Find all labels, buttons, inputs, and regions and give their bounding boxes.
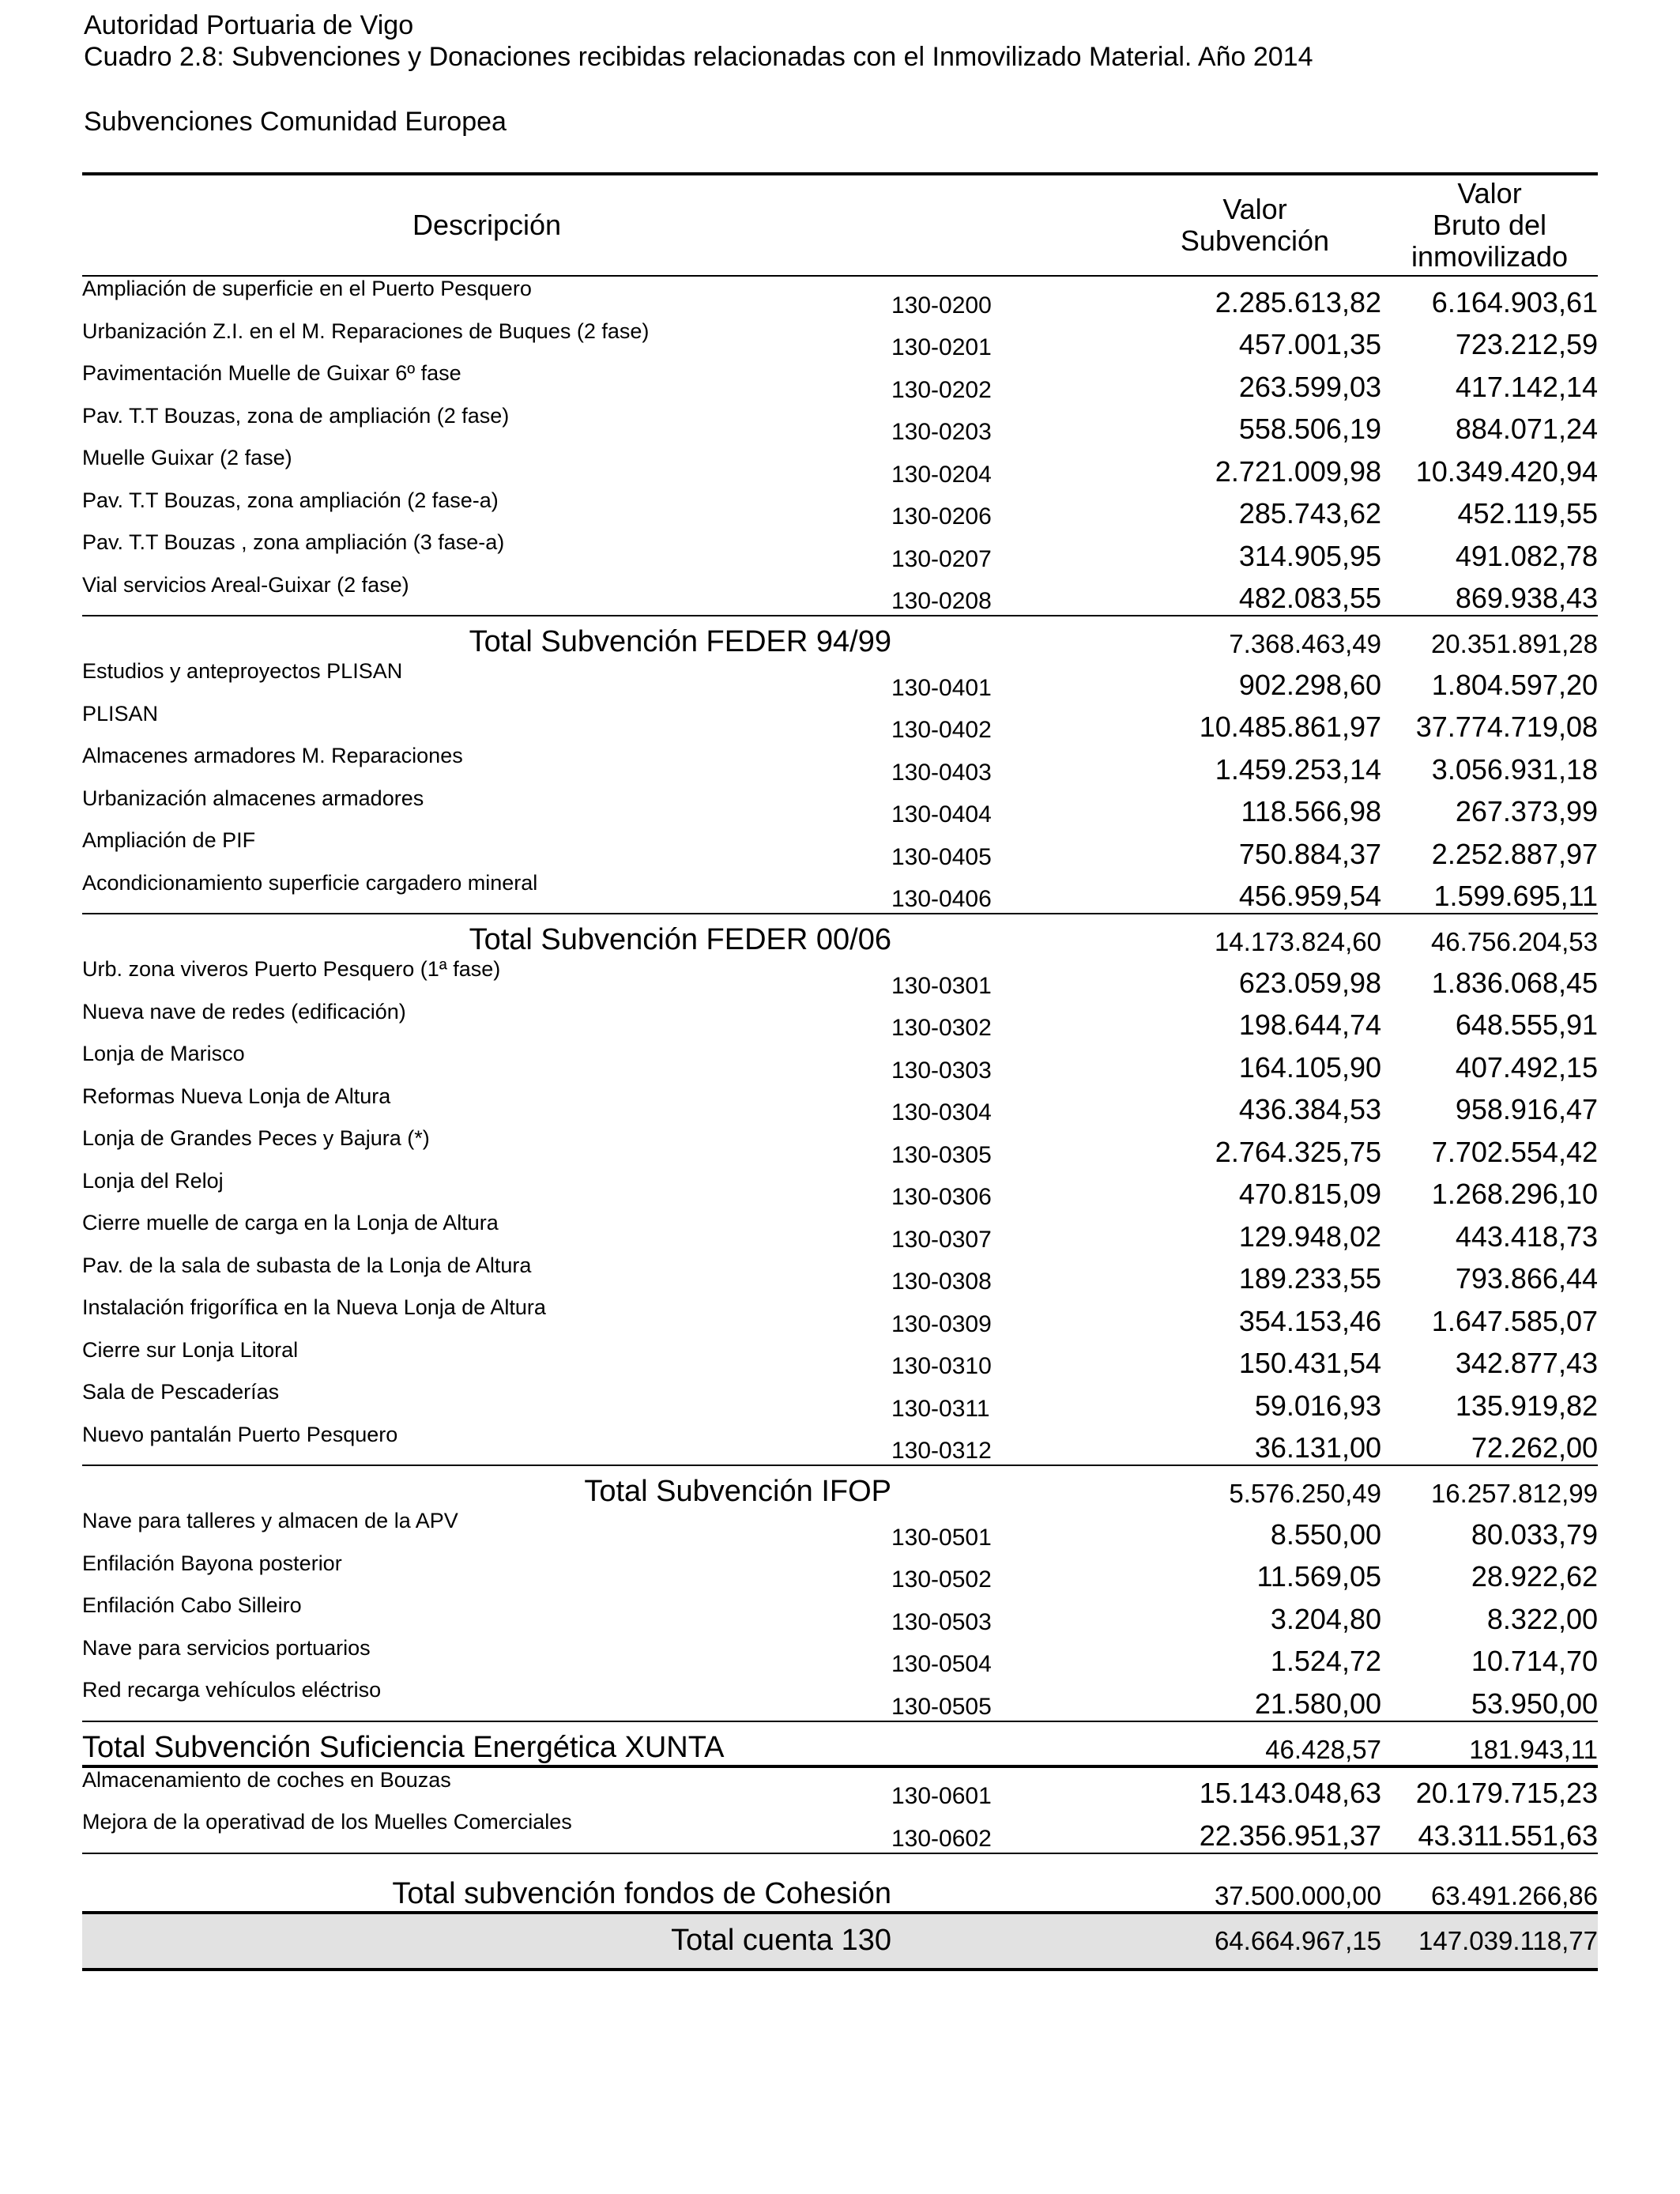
table-row bbox=[82, 1509, 1598, 1551]
row-valor-subvencion: 189.233,55 bbox=[1238, 1262, 1381, 1295]
row-description: Enfilación Cabo Silleiro bbox=[82, 1593, 302, 1617]
row-valor-subvencion: 1.524,72 bbox=[1270, 1645, 1381, 1677]
row-valor-subvencion: 1.459.253,14 bbox=[1215, 752, 1381, 786]
subsidies-table bbox=[82, 172, 1598, 1971]
subtotal-row bbox=[82, 1853, 1598, 1913]
subtotal-code-empty bbox=[891, 1853, 1128, 1913]
row-valor-bruto: 3.056.931,18 bbox=[1431, 752, 1598, 786]
row-valor-bruto: 452.119,55 bbox=[1457, 497, 1598, 530]
subtotal-valor-subvencion: 37.500.000,00 bbox=[1128, 1853, 1381, 1913]
subtotal-code-empty bbox=[891, 914, 1128, 957]
table-row bbox=[82, 1211, 1598, 1253]
row-account-code: 130-0406 bbox=[891, 871, 1128, 914]
subtotal-code-empty bbox=[891, 1465, 1128, 1509]
row-valor-subvencion: 2.285.613,82 bbox=[1215, 285, 1381, 319]
row-valor-subvencion: 558.506,19 bbox=[1238, 413, 1381, 445]
table-row bbox=[82, 530, 1598, 573]
subtotal-row bbox=[82, 1721, 1598, 1766]
row-description: Nueva nave de redes (edificación) bbox=[82, 999, 406, 1023]
subtotal-valor-subvencion: 5.576.250,49 bbox=[1229, 1479, 1381, 1508]
row-valor-subvencion: 457.001,35 bbox=[1238, 328, 1381, 360]
table-row bbox=[82, 319, 1598, 362]
row-account-code: 130-0304 bbox=[891, 1099, 992, 1125]
table-row bbox=[82, 1380, 1598, 1423]
grand-total-label: Total cuenta 130 bbox=[82, 1913, 891, 1970]
table-row bbox=[82, 1000, 1598, 1042]
row-description: Nave para servicios portuarios bbox=[82, 1635, 371, 1660]
row-valor-subvencion: 2.721.009,98 bbox=[1215, 454, 1381, 488]
column-header-descripcion: Descripción bbox=[82, 174, 891, 276]
subtotal-valor-bruto: 46.756.204,53 bbox=[1430, 927, 1598, 956]
row-valor-bruto: 10.349.420,94 bbox=[1415, 454, 1598, 488]
row-valor-bruto: 7.702.554,42 bbox=[1431, 1135, 1598, 1168]
row-valor-subvencion: 3.204,80 bbox=[1270, 1602, 1381, 1635]
row-description: Urbanización Z.I. en el M. Reparaciones de Buques (2 fase) bbox=[82, 319, 650, 343]
table-row bbox=[82, 361, 1598, 404]
row-valor-bruto: 417.142,14 bbox=[1455, 370, 1598, 403]
row-account-code: 130-0505 bbox=[891, 1678, 1128, 1721]
row-valor-subvencion: 623.059,98 bbox=[1238, 966, 1381, 999]
row-account-code: 130-0502 bbox=[891, 1566, 992, 1593]
row-valor-subvencion: 750.884,37 bbox=[1238, 837, 1381, 870]
table-row bbox=[82, 871, 1598, 914]
row-description: Lonja de Grandes Peces y Bajura (*) bbox=[82, 1126, 430, 1150]
row-description: Vial servicios Areal-Guixar (2 fase) bbox=[82, 573, 891, 616]
column-header-valor-bruto: Valor Bruto del inmovilizado bbox=[1381, 174, 1598, 276]
table-row bbox=[82, 828, 1598, 871]
row-description: Pav. T.T Bouzas , zona ampliación (3 fase-a) bbox=[82, 530, 505, 554]
table-row bbox=[82, 1126, 1598, 1169]
row-valor-subvencion: 15.143.048,63 bbox=[1199, 1777, 1381, 1809]
subtotal-valor-bruto: 20.351.891,28 bbox=[1430, 629, 1598, 658]
row-valor-subvencion: 456.959,54 bbox=[1128, 871, 1381, 914]
row-description: Mejora de la operativad de los Muelles Comerciales bbox=[82, 1810, 891, 1853]
column-header-code bbox=[891, 174, 1128, 276]
subtotal-valor-subvencion: 14.173.824,60 bbox=[1214, 927, 1381, 956]
row-account-code: 130-0504 bbox=[891, 1651, 992, 1677]
row-description: Sala de Pescaderías bbox=[82, 1380, 280, 1404]
row-valor-bruto: 10.714,70 bbox=[1471, 1645, 1598, 1677]
row-description: Nuevo pantalán Puerto Pesquero bbox=[82, 1423, 891, 1466]
row-valor-bruto: 72.262,00 bbox=[1381, 1423, 1598, 1466]
row-valor-bruto: 37.774.719,08 bbox=[1415, 711, 1598, 743]
row-valor-bruto: 1.268.296,10 bbox=[1431, 1178, 1598, 1210]
table-row bbox=[82, 659, 1598, 702]
row-valor-bruto: 491.082,78 bbox=[1455, 539, 1598, 572]
row-valor-bruto: 8.322,00 bbox=[1486, 1602, 1598, 1635]
row-account-code: 130-0204 bbox=[891, 461, 992, 488]
table-row bbox=[82, 1593, 1598, 1636]
table-row bbox=[82, 446, 1598, 488]
row-account-code: 130-0312 bbox=[891, 1423, 1128, 1466]
row-description: Red recarga vehículos eléctriso bbox=[82, 1678, 891, 1721]
table-row bbox=[82, 1766, 1598, 1811]
subtotal-label: Total Subvención IFOP bbox=[584, 1475, 891, 1508]
row-description: Instalación frigorífica en la Nueva Lonja de Altura bbox=[82, 1295, 546, 1319]
grand-total-code-empty bbox=[891, 1913, 1128, 1970]
row-valor-subvencion: 285.743,62 bbox=[1238, 497, 1381, 530]
row-valor-subvencion: 482.083,55 bbox=[1128, 573, 1381, 616]
table-row bbox=[82, 1253, 1598, 1296]
row-account-code: 130-0202 bbox=[891, 376, 992, 403]
section-subtitle: Subvenciones Comunidad Europea bbox=[84, 107, 507, 137]
row-description: Lonja de Marisco bbox=[82, 1042, 245, 1065]
column-header-valor-subvencion: Valor Subvención bbox=[1128, 174, 1381, 276]
row-valor-subvencion: 436.384,53 bbox=[1238, 1093, 1381, 1125]
row-description: Reformas Nueva Lonja de Altura bbox=[82, 1084, 391, 1108]
table-row bbox=[82, 1551, 1598, 1594]
row-valor-bruto: 443.418,73 bbox=[1455, 1220, 1598, 1253]
row-valor-subvencion: 22.356.951,37 bbox=[1128, 1810, 1381, 1853]
row-valor-bruto: 1.804.597,20 bbox=[1431, 668, 1598, 701]
row-valor-bruto: 1.836.068,45 bbox=[1431, 966, 1598, 999]
table-body bbox=[82, 276, 1598, 1970]
subtotal-valor-bruto: 16.257.812,99 bbox=[1430, 1479, 1598, 1508]
row-account-code: 130-0402 bbox=[891, 717, 992, 743]
table-title: Cuadro 2.8: Subvenciones y Donaciones recibidas relacionadas con el Inmovilizado Material. Año 2014 bbox=[84, 42, 1313, 72]
table-row bbox=[82, 1042, 1598, 1084]
row-valor-subvencion: 164.105,90 bbox=[1238, 1050, 1381, 1084]
row-description: Pavimentación Muelle de Guixar 6º fase bbox=[82, 361, 461, 385]
row-description: Almacenes armadores M. Reparaciones bbox=[82, 744, 463, 767]
row-description: Cierre sur Lonja Litoral bbox=[82, 1337, 299, 1362]
row-valor-subvencion: 2.764.325,75 bbox=[1215, 1135, 1381, 1168]
row-description: Ampliación de PIF bbox=[82, 828, 256, 852]
subtotal-row bbox=[82, 616, 1598, 659]
row-account-code: 130-0602 bbox=[891, 1810, 1128, 1853]
organization-name: Autoridad Portuaria de Vigo bbox=[84, 10, 414, 40]
row-account-code: 130-0301 bbox=[891, 972, 992, 999]
row-valor-subvencion: 59.016,93 bbox=[1254, 1389, 1381, 1422]
row-valor-subvencion: 470.815,09 bbox=[1238, 1178, 1381, 1210]
subtotal-valor-subvencion: 7.368.463,49 bbox=[1229, 629, 1381, 658]
row-valor-bruto: 43.311.551,63 bbox=[1381, 1810, 1598, 1853]
row-valor-bruto: 1.647.585,07 bbox=[1431, 1304, 1598, 1337]
row-description: Estudios y anteproyectos PLISAN bbox=[82, 659, 403, 683]
table-row bbox=[82, 1810, 1598, 1853]
row-description: PLISAN bbox=[82, 701, 159, 726]
table-row bbox=[82, 276, 1598, 319]
row-account-code: 130-0308 bbox=[891, 1269, 992, 1295]
table-row bbox=[82, 1295, 1598, 1338]
table-row bbox=[82, 573, 1598, 616]
row-valor-bruto: 6.164.903,61 bbox=[1431, 285, 1598, 319]
row-account-code: 130-0200 bbox=[891, 292, 992, 319]
row-account-code: 130-0403 bbox=[891, 759, 992, 786]
row-account-code: 130-0206 bbox=[891, 503, 992, 530]
subtotal-row bbox=[82, 914, 1598, 957]
row-description: Pav. de la sala de subasta de la Lonja de Altura bbox=[82, 1253, 532, 1277]
row-valor-subvencion: 150.431,54 bbox=[1238, 1347, 1381, 1379]
row-account-code: 130-0305 bbox=[891, 1141, 992, 1168]
row-valor-bruto: 407.492,15 bbox=[1455, 1050, 1598, 1084]
row-account-code: 130-0309 bbox=[891, 1310, 992, 1337]
row-account-code: 130-0404 bbox=[891, 801, 992, 827]
row-valor-subvencion: 21.580,00 bbox=[1128, 1678, 1381, 1721]
row-account-code: 130-0307 bbox=[891, 1226, 992, 1253]
subtotal-row bbox=[82, 1465, 1598, 1509]
row-description: Urb. zona viveros Puerto Pesquero (1ª fase) bbox=[82, 957, 501, 981]
table-row bbox=[82, 488, 1598, 531]
row-description: Ampliación de superficie en el Puerto Pesquero bbox=[82, 277, 532, 300]
row-valor-subvencion: 36.131,00 bbox=[1128, 1423, 1381, 1466]
table-row bbox=[82, 1678, 1598, 1721]
subtotal-code-empty bbox=[891, 1721, 1128, 1766]
row-description: Acondicionamiento superficie cargadero mineral bbox=[82, 871, 891, 914]
row-account-code: 130-0501 bbox=[891, 1524, 992, 1551]
subtotal-valor-bruto: 63.491.266,86 bbox=[1381, 1853, 1598, 1913]
subtotal-label: Total Subvención FEDER 94/99 bbox=[469, 625, 891, 658]
row-account-code: 130-0503 bbox=[891, 1608, 992, 1635]
row-account-code: 130-0203 bbox=[891, 419, 992, 445]
table-row bbox=[82, 1169, 1598, 1212]
subtotal-valor-bruto: 181.943,11 bbox=[1381, 1721, 1598, 1766]
row-valor-bruto: 80.033,79 bbox=[1471, 1517, 1598, 1551]
row-valor-bruto: 648.555,91 bbox=[1455, 1008, 1598, 1041]
row-valor-subvencion: 8.550,00 bbox=[1270, 1517, 1381, 1551]
row-valor-bruto: 2.252.887,97 bbox=[1431, 837, 1598, 870]
row-account-code: 130-0201 bbox=[891, 334, 992, 360]
row-valor-subvencion: 118.566,98 bbox=[1241, 795, 1381, 827]
row-valor-subvencion: 263.599,03 bbox=[1238, 370, 1381, 403]
subtotal-code-empty bbox=[891, 616, 1128, 659]
table-row bbox=[82, 1636, 1598, 1679]
table-row bbox=[82, 404, 1598, 447]
row-valor-bruto: 869.938,43 bbox=[1381, 573, 1598, 616]
table-header-row bbox=[82, 174, 1598, 276]
row-valor-subvencion: 129.948,02 bbox=[1238, 1220, 1381, 1253]
grand-total-row bbox=[82, 1913, 1598, 1970]
row-valor-subvencion: 314.905,95 bbox=[1238, 539, 1381, 572]
grand-total-valor-bruto: 147.039.118,77 bbox=[1381, 1913, 1598, 1970]
row-valor-bruto: 793.866,44 bbox=[1455, 1262, 1598, 1295]
row-description: Urbanización almacenes armadores bbox=[82, 786, 424, 810]
row-description: Almacenamiento de coches en Bouzas bbox=[82, 1767, 451, 1792]
row-description: Muelle Guixar (2 fase) bbox=[82, 446, 292, 469]
row-account-code: 130-0601 bbox=[891, 1783, 992, 1809]
row-account-code: 130-0207 bbox=[891, 545, 992, 572]
row-description: Nave para talleres y almacen de la APV bbox=[82, 1509, 458, 1532]
row-account-code: 130-0303 bbox=[891, 1057, 992, 1084]
row-valor-subvencion: 11.569,05 bbox=[1256, 1560, 1381, 1593]
row-valor-subvencion: 902.298,60 bbox=[1238, 668, 1381, 701]
table-row bbox=[82, 702, 1598, 745]
table-row bbox=[82, 1423, 1598, 1466]
row-account-code: 130-0401 bbox=[891, 674, 992, 701]
row-account-code: 130-0310 bbox=[891, 1353, 992, 1379]
row-valor-bruto: 28.922,62 bbox=[1471, 1560, 1598, 1593]
row-description: Pav. T.T Bouzas, zona ampliación (2 fase-a) bbox=[82, 488, 499, 512]
row-valor-bruto: 1.599.695,11 bbox=[1381, 871, 1598, 914]
row-account-code: 130-0208 bbox=[891, 573, 1128, 616]
row-description: Enfilación Bayona posterior bbox=[82, 1551, 342, 1575]
subtotal-valor-subvencion: 46.428,57 bbox=[1128, 1721, 1381, 1766]
subtotal-label: Total Subvención FEDER 00/06 bbox=[469, 923, 891, 956]
row-valor-subvencion: 354.153,46 bbox=[1238, 1304, 1381, 1337]
row-description: Pav. T.T Bouzas, zona de ampliación (2 fase) bbox=[82, 403, 510, 428]
row-valor-bruto: 342.877,43 bbox=[1455, 1347, 1598, 1379]
row-account-code: 130-0405 bbox=[891, 843, 992, 870]
row-valor-bruto: 135.919,82 bbox=[1455, 1389, 1598, 1422]
row-description: Cierre muelle de carga en la Lonja de Altura bbox=[82, 1211, 499, 1235]
table-row bbox=[82, 957, 1598, 1000]
row-valor-bruto: 884.071,24 bbox=[1455, 413, 1598, 445]
row-account-code: 130-0306 bbox=[891, 1184, 992, 1210]
row-description: Lonja del Reloj bbox=[82, 1168, 224, 1193]
row-account-code: 130-0311 bbox=[891, 1395, 990, 1422]
row-valor-subvencion: 10.485.861,97 bbox=[1199, 711, 1381, 743]
row-valor-subvencion: 198.644,74 bbox=[1238, 1008, 1381, 1041]
row-valor-bruto: 267.373,99 bbox=[1455, 795, 1598, 827]
row-valor-bruto: 20.179.715,23 bbox=[1415, 1777, 1598, 1809]
subtotal-label: Total Subvención Suficiencia Energética XUNTA bbox=[82, 1721, 891, 1766]
row-valor-bruto: 723.212,59 bbox=[1455, 328, 1598, 360]
row-valor-bruto: 53.950,00 bbox=[1381, 1678, 1598, 1721]
table-row bbox=[82, 786, 1598, 829]
table-row bbox=[82, 1338, 1598, 1381]
subtotal-label: Total subvención fondos de Cohesión bbox=[82, 1853, 891, 1913]
row-valor-bruto: 958.916,47 bbox=[1455, 1093, 1598, 1125]
table-row bbox=[82, 1084, 1598, 1127]
table-row bbox=[82, 744, 1598, 786]
grand-total-valor-subvencion: 64.664.967,15 bbox=[1128, 1913, 1381, 1970]
row-account-code: 130-0302 bbox=[891, 1015, 992, 1041]
